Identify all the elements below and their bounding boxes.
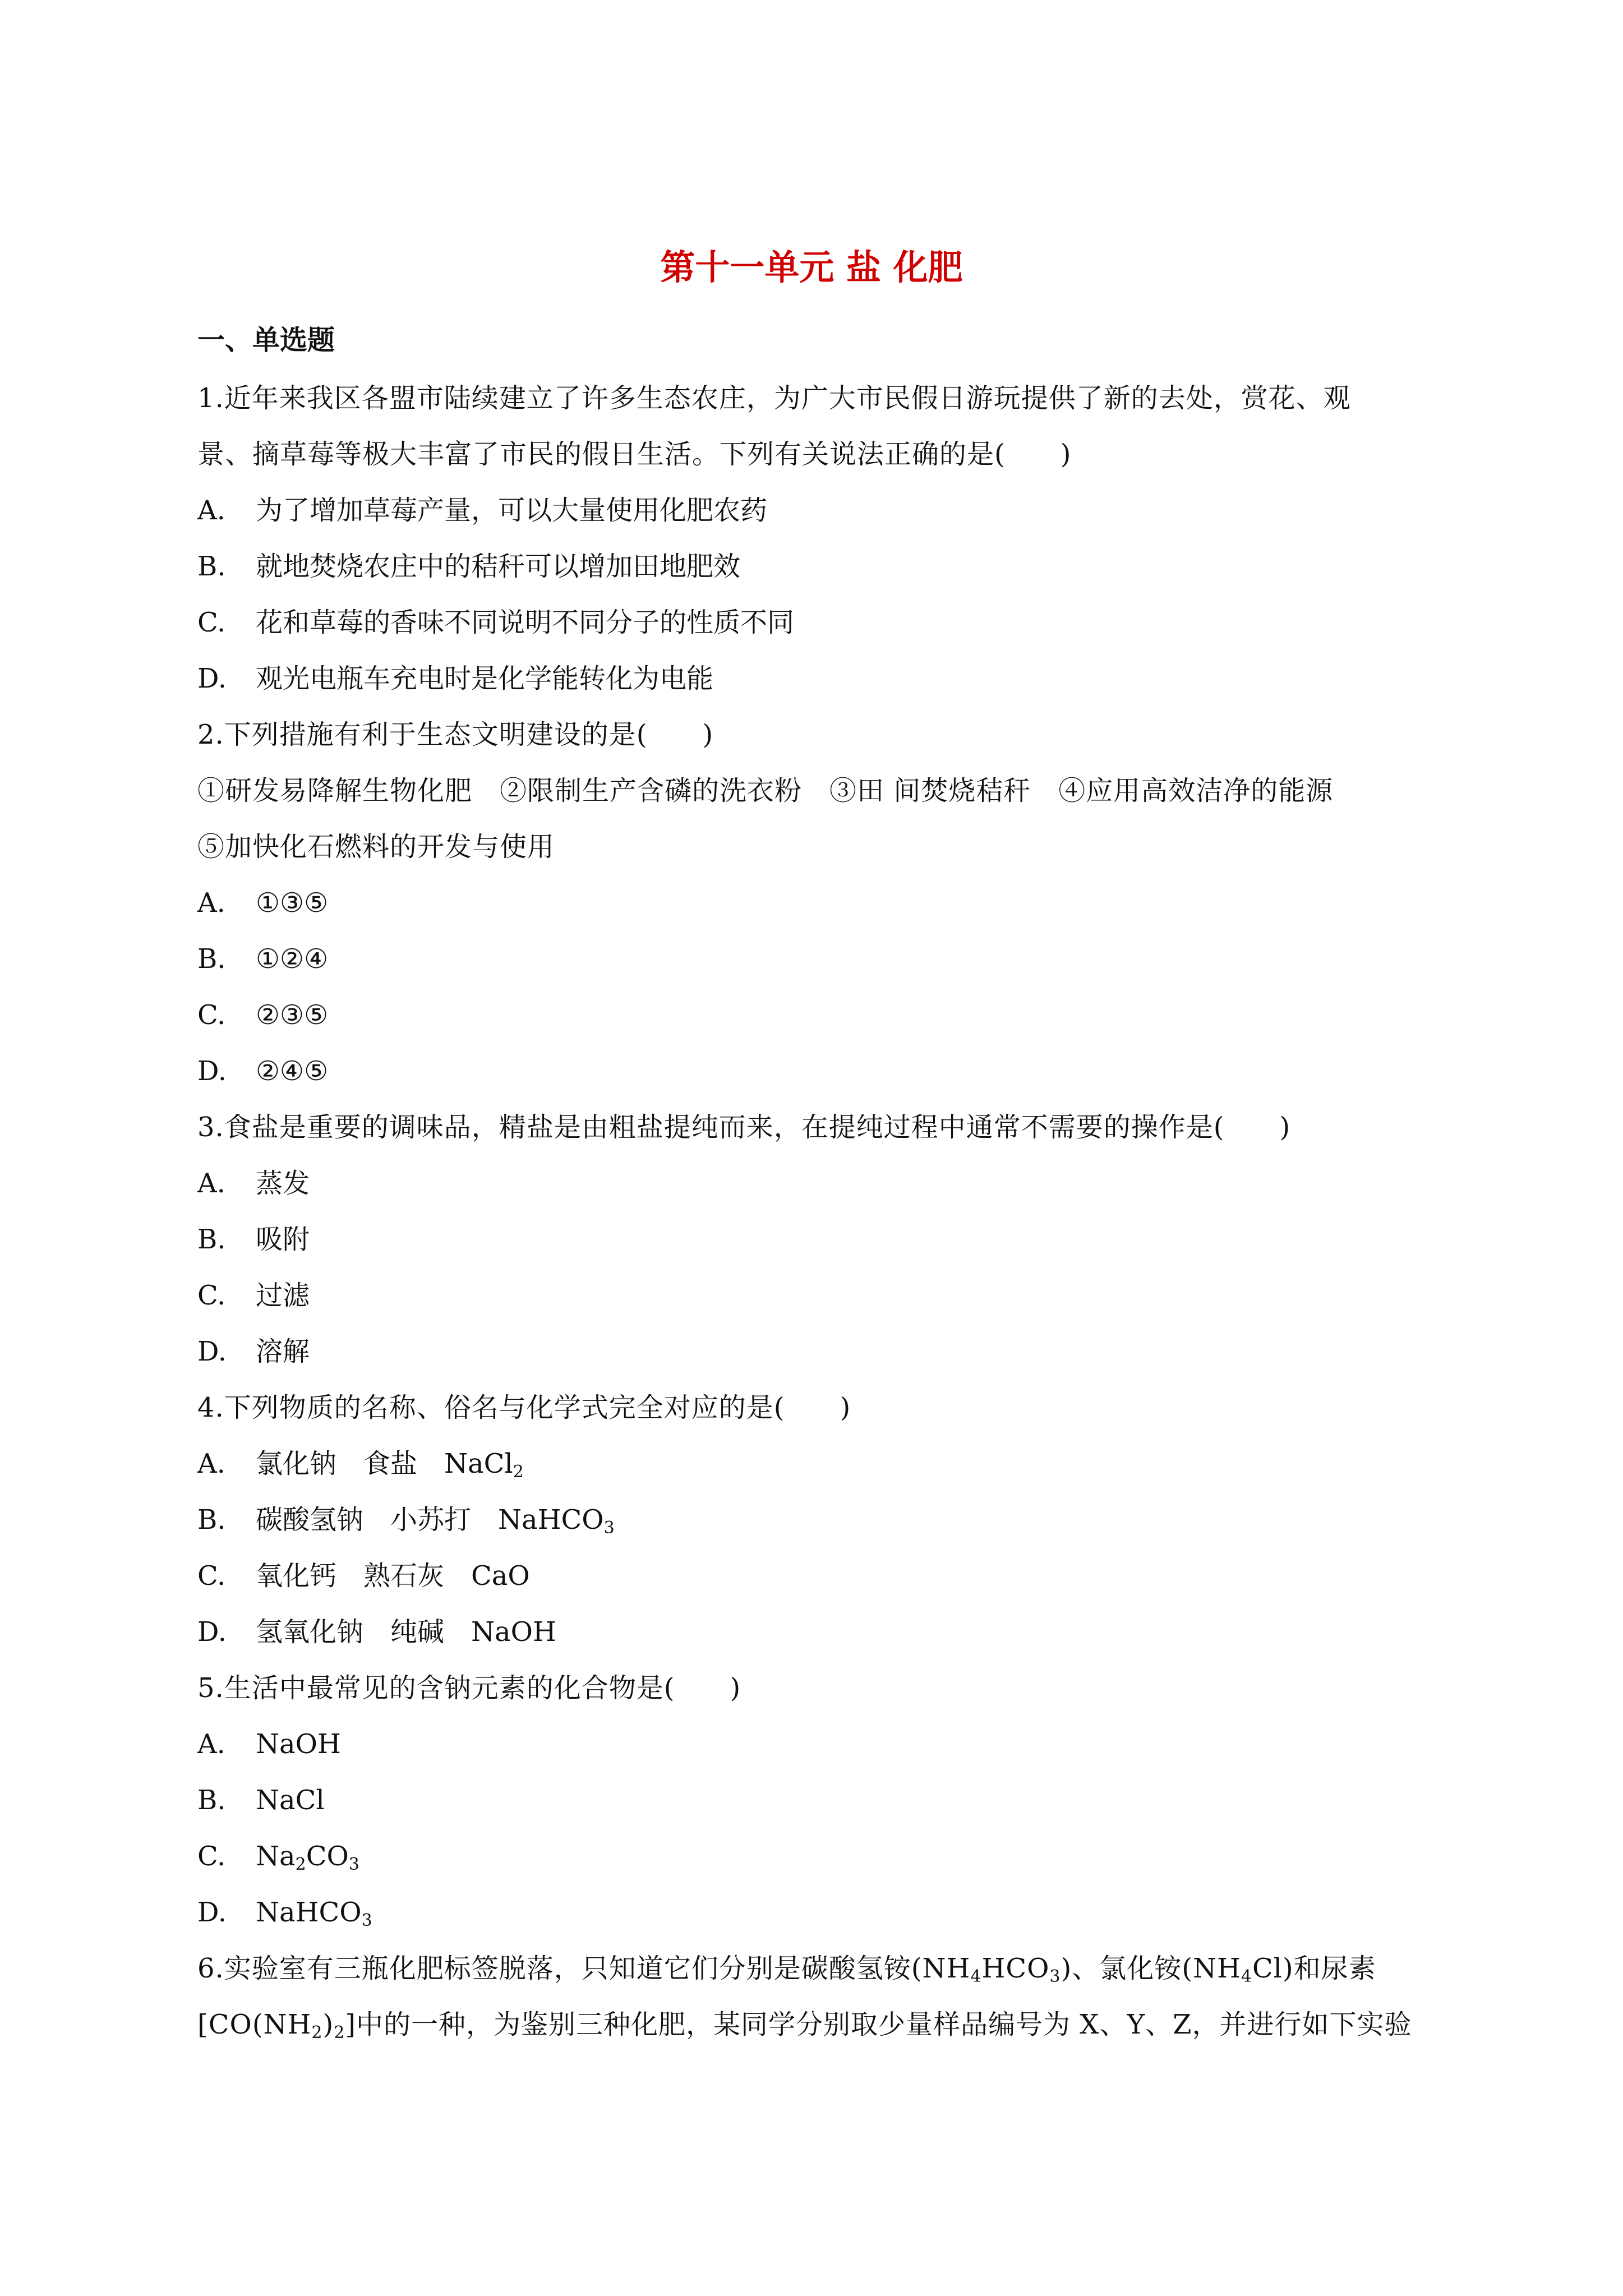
option-text: 就地焚烧农庄中的秸秆可以增加田地肥效 [256, 551, 741, 582]
option-letter: B. [197, 551, 226, 582]
formula: NaCl [256, 1785, 325, 1816]
question-2-stem: 2.下列措施有利于生态文明建设的是( ) [197, 719, 714, 750]
formula: NaCl [444, 1448, 513, 1479]
option-letter: A. [197, 1728, 225, 1760]
option-letter: B. [197, 1504, 226, 1536]
question-5-option-b [197, 1772, 1439, 1828]
common-name: 熟石灰 [363, 1560, 445, 1592]
option-letter: D. [197, 1336, 227, 1367]
formula: NaHCO [256, 1897, 362, 1928]
common-name: 纯碱 [390, 1616, 445, 1648]
question-1-option-d [197, 651, 1439, 707]
question-1-stem-line-2: 景、摘草莓等极大丰富了市民的假日生活。下列有关说法正确的是( ) [197, 439, 1072, 470]
option-letter: C. [197, 1560, 226, 1592]
question-5-option-a [197, 1716, 1439, 1772]
formula-subscript: 2 [513, 1462, 524, 1482]
option-text: 蒸发 [256, 1168, 310, 1199]
option-text: 吸附 [256, 1224, 310, 1255]
question-3-option-d [197, 1324, 1439, 1380]
common-name: 食盐 [363, 1448, 418, 1479]
question-4-stem: 4.下列物质的名称、俗名与化学式完全对应的是( ) [197, 1392, 851, 1423]
question-5-option-c [197, 1828, 1439, 1884]
option-text: 观光电瓶车充电时是化学能转化为电能 [256, 663, 714, 694]
option-text: ②③⑤ [256, 999, 329, 1031]
question-4-option-a [197, 1436, 1439, 1492]
formula: Na [256, 1841, 296, 1872]
question-2-items-line-1: ①研发易降解生物化肥 ②限制生产含磷的洗衣粉 ③田 间焚烧秸秆 ④应用高效洁净的能源 [197, 775, 1334, 806]
question-1-option-b [197, 538, 1439, 594]
formula-subscript: 2 [295, 1855, 306, 1874]
option-letter: D. [197, 1616, 227, 1648]
option-text: ①③⑤ [256, 887, 329, 919]
option-text: 为了增加草莓产量，可以大量使用化肥农药 [256, 495, 768, 526]
question-1-stem-line-1: 1.近年来我区各盟市陆续建立了许多生态农庄，为广大市民假日游玩提供了新的去处，赏花、观 [197, 382, 1351, 414]
formula: CaO [471, 1560, 530, 1592]
option-letter: B. [197, 943, 226, 975]
formula-subscript: 3 [348, 1855, 359, 1874]
question-2-items-line-2: ⑤加快化石燃料的开发与使用 [197, 831, 555, 863]
option-letter: A. [197, 1448, 225, 1479]
question-2-option-b [197, 931, 1439, 987]
option-letter: D. [197, 663, 227, 694]
substance-name: 氧化钙 [256, 1560, 337, 1592]
option-letter: D. [197, 1055, 227, 1087]
question-5-stem: 5.生活中最常见的含钠元素的化合物是( ) [197, 1672, 741, 1704]
question-5-option-d [197, 1884, 1439, 1940]
option-letter: A. [197, 495, 225, 526]
formula-subscript: 3 [361, 1911, 372, 1930]
option-text: 溶解 [256, 1336, 310, 1367]
option-text: ②④⑤ [256, 1055, 329, 1087]
option-letter: B. [197, 1224, 226, 1255]
question-3-option-c [197, 1267, 1439, 1324]
substance-name: 氢氧化钠 [256, 1616, 364, 1648]
option-letter: C. [197, 999, 226, 1031]
question-2-option-a [197, 875, 1439, 931]
question-6-stem-line-1: 6.实验室有三瓶化肥标签脱落，只知道它们分别是碳酸氢铵$(NH_4HCO_3)$、氯化铵$(NH_4Cl)$和尿素 [197, 1953, 1376, 1986]
question-1-option-c [197, 594, 1439, 651]
formula-subscript: 3 [603, 1518, 615, 1538]
question-3-option-b [197, 1211, 1439, 1267]
formula: NaHCO [498, 1504, 604, 1536]
common-name: 小苏打 [390, 1504, 472, 1536]
option-letter: C. [197, 1280, 226, 1311]
option-letter: A. [197, 1168, 225, 1199]
question-6-stem-line-2: $[CO(NH_2)_2]$中的一种，为鉴别三种化肥，某同学分别取少量样品编号为 X、Y、Z，并进行如下实验 [197, 2009, 1412, 2043]
question-4-option-b [197, 1492, 1439, 1548]
question-3-stem: 3.食盐是重要的调味品，精盐是由粗盐提纯而来，在提纯过程中通常不需要的操作是( ) [197, 1112, 1291, 1143]
question-body [197, 370, 1439, 2053]
option-text: ①②④ [256, 943, 329, 975]
option-letter: C. [197, 607, 226, 638]
option-text: 过滤 [256, 1280, 310, 1311]
substance-name: 碳酸氢钠 [256, 1504, 364, 1536]
option-letter: A. [197, 887, 225, 919]
formula: NaOH [256, 1728, 341, 1760]
question-3-option-a [197, 1155, 1439, 1211]
question-2-option-c [197, 987, 1439, 1043]
formula: CO [306, 1841, 349, 1872]
question-1-option-a [197, 482, 1439, 538]
option-letter: D. [197, 1897, 227, 1928]
question-4-option-c [197, 1548, 1439, 1604]
section-heading: 一、单选题 [197, 324, 335, 356]
option-letter: B. [197, 1785, 226, 1816]
option-letter: C. [197, 1841, 226, 1872]
question-4-option-d [197, 1604, 1439, 1660]
substance-name: 氯化钠 [256, 1448, 337, 1479]
option-text: 花和草莓的香味不同说明不同分子的性质不同 [256, 607, 795, 638]
formula: NaOH [471, 1616, 556, 1648]
document-title: 第十一单元 盐 化肥 [660, 247, 963, 288]
question-2-option-d [197, 1043, 1439, 1099]
